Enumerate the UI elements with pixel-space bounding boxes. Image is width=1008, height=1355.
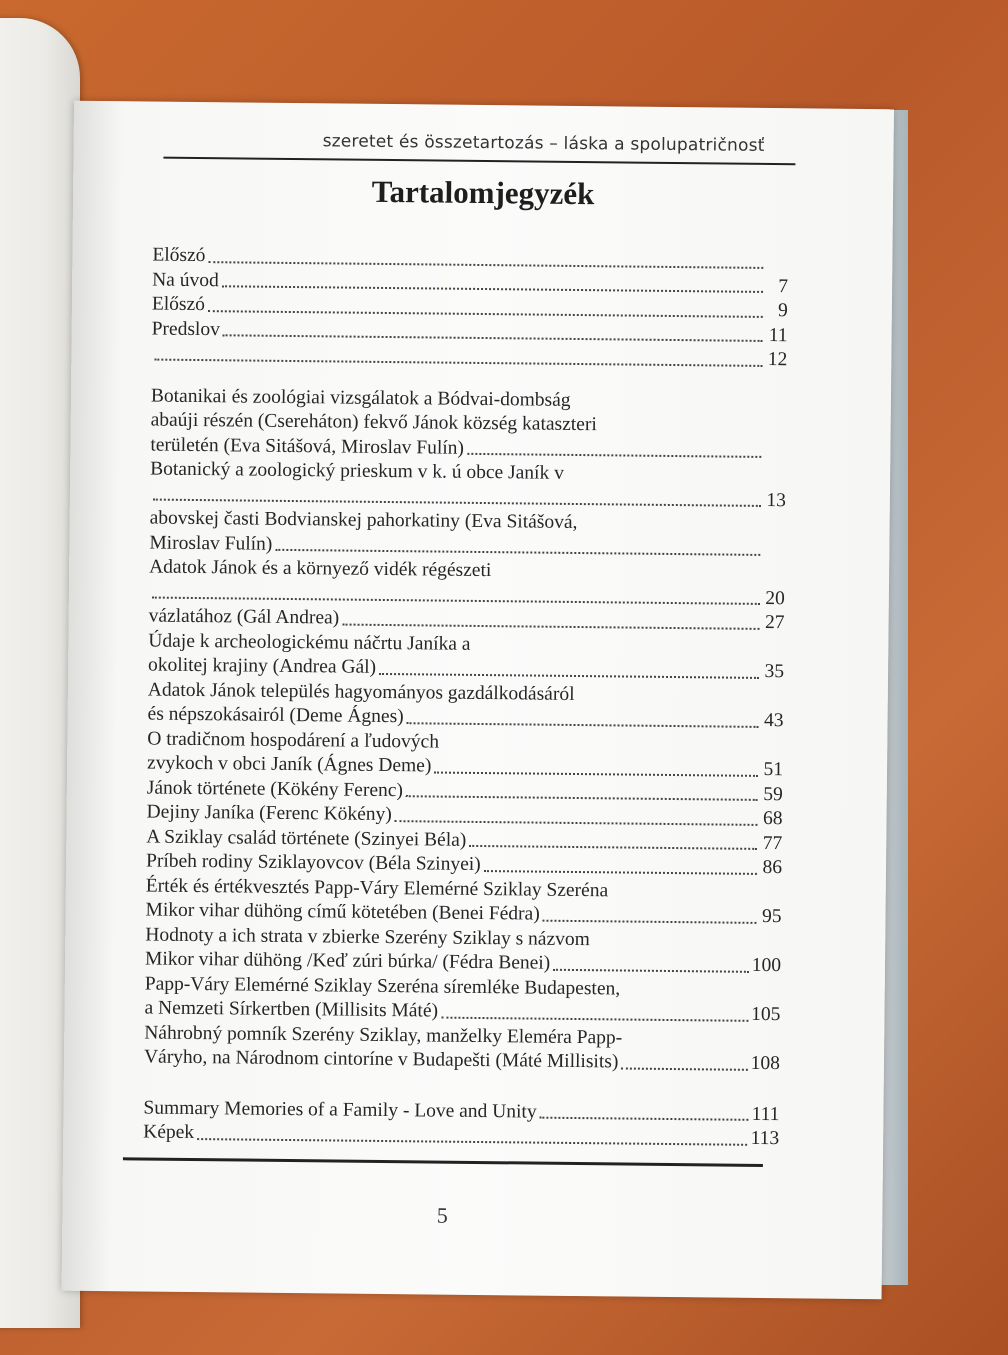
header-rule xyxy=(163,157,795,166)
toc-entry-line: O tradičnom hospodárení a ľudových xyxy=(147,728,440,753)
toc-page-number: 51 xyxy=(763,758,784,781)
toc-page-number: 100 xyxy=(751,954,782,977)
toc-entry-title: Príbeh rodiny Sziklayovcov (Béla Szinyei) xyxy=(145,850,481,876)
page-title: Tartalomjegyzék xyxy=(371,173,595,212)
toc-entry-line: Hodnoty a ich strata v zbierke Szerény Sziklay s názvom xyxy=(145,923,590,950)
toc-entry-title: és népszokásairól (Deme Ágnes) xyxy=(147,703,404,728)
book-page xyxy=(62,101,894,1300)
toc-entry-line: Botanický a zoologický prieskum v k. ú obce Janík v xyxy=(150,458,565,484)
toc-page-number: 108 xyxy=(750,1052,781,1075)
toc-entry-title: Előszó xyxy=(151,293,206,316)
dot-leader xyxy=(441,1016,748,1021)
dot-leader xyxy=(208,261,763,269)
dot-leader xyxy=(342,623,759,629)
toc-entry-title: területén (Eva Sitášová, Miroslav Fulín) xyxy=(150,434,465,459)
toc-entry-title: Miroslav Fulín) xyxy=(149,532,273,555)
dot-leader xyxy=(153,499,761,507)
front-matter-list xyxy=(151,244,788,373)
toc-entry xyxy=(143,1120,779,1151)
toc-page-number: 27 xyxy=(764,611,785,634)
toc-entry-title: Képek xyxy=(143,1121,195,1144)
toc-entry-line: Adatok Jánok település hagyományos gazdálkodásáról xyxy=(147,679,575,705)
toc-entry-title: Mikor vihar dühöng című kötetében (Benei Fédra) xyxy=(145,899,540,925)
toc-page-number: 20 xyxy=(765,587,785,609)
dot-leader xyxy=(540,1117,749,1121)
toc-page-number: 12 xyxy=(767,348,788,371)
running-head: szeretet és összetartozás – láska a spolupatričnosť xyxy=(322,131,765,156)
toc-entry-line: Adatok Jánok és a környező vidék régészeti xyxy=(149,556,492,582)
toc-entry-line: Údaje k archeologickému náčrtu Janíka a xyxy=(148,630,471,655)
dot-leader xyxy=(621,1067,747,1070)
page-number: 5 xyxy=(436,1202,449,1228)
toc-entry-line: abovskej časti Bodvianskej pahorkatiny (Eva Sitášová, xyxy=(149,507,578,534)
toc-entry-title: Dejiny Janíka (Ferenc Kökény) xyxy=(146,801,392,826)
toc-entry-title: zvykoch v obci Janík (Ágnes Deme) xyxy=(146,752,432,777)
table-of-contents xyxy=(143,244,788,1152)
dot-leader xyxy=(223,334,763,342)
toc-page-number: 13 xyxy=(766,489,786,511)
toc-entry-line: Náhrobný pomník Szerény Sziklay, manželky Eleméra Papp- xyxy=(144,1021,623,1048)
toc-page-number: 77 xyxy=(762,832,783,854)
toc-entry-title: Jánok története (Kökény Ferenc) xyxy=(146,777,404,801)
dot-leader xyxy=(222,285,763,293)
toc-page-number: 11 xyxy=(768,324,788,346)
dot-leader xyxy=(467,453,761,458)
chapter-list xyxy=(144,384,787,1077)
toc-page-number: 95 xyxy=(761,905,782,928)
toc-page-number: 9 xyxy=(778,300,788,322)
back-matter-list xyxy=(143,1096,779,1152)
dot-leader xyxy=(406,795,758,801)
toc-entry-line: Papp-Váry Elemérné Sziklay Szeréna síremléke Budapesten, xyxy=(144,972,621,999)
dot-leader xyxy=(469,845,757,850)
toc-page-number: 59 xyxy=(763,783,783,805)
dot-leader xyxy=(208,310,763,318)
dot-leader xyxy=(197,1138,748,1146)
toc-entry-line: Botanikai és zoológiai vizsgálatok a Bódvai-dombság xyxy=(150,385,571,411)
toc-page-number: 43 xyxy=(763,709,784,732)
dot-leader xyxy=(553,968,749,972)
toc-entry-title: Summary Memories of a Family - Love and Unity xyxy=(143,1096,537,1123)
dot-leader xyxy=(154,358,762,366)
toc-entry-title: a Nemzeti Sírkertben (Millisits Máté) xyxy=(144,997,439,1022)
toc-page-number: 35 xyxy=(764,660,785,683)
dot-leader xyxy=(379,672,759,678)
toc-page-number: 68 xyxy=(762,807,783,830)
toc-page-number: 105 xyxy=(751,1003,781,1026)
dot-leader xyxy=(275,549,760,556)
toc-page-number: 113 xyxy=(750,1127,780,1150)
toc-page-number: 86 xyxy=(762,856,783,879)
toc-entry-title: Na úvod xyxy=(152,269,219,291)
dot-leader xyxy=(434,771,758,776)
toc-entry-title: okolitej krajiny (Andrea Gál) xyxy=(148,654,377,678)
toc-page-number: 7 xyxy=(778,275,789,297)
toc-entry-title: Mikor vihar dühöng /Keď zúri búrka/ (Fédra Benei) xyxy=(144,948,551,974)
toc-entry-line: abaúji részén (Csereháton) fekvő Jánok község kataszteri xyxy=(150,409,597,436)
dot-leader xyxy=(543,919,757,923)
toc-entry-title: vázlatához (Gál Andrea) xyxy=(148,605,340,629)
dot-leader xyxy=(395,820,758,826)
toc-entry-title: Predslov xyxy=(151,318,220,340)
dot-leader xyxy=(484,870,757,875)
toc-entry-line: Érték és értékvesztés Papp-Váry Elemérné Sziklay Szeréna xyxy=(145,875,609,901)
toc-page-number: 111 xyxy=(751,1103,780,1125)
footer-rule xyxy=(123,1157,763,1167)
dot-leader xyxy=(407,722,759,728)
dot-leader xyxy=(152,597,760,605)
toc-entry-title: Előszó xyxy=(152,244,206,267)
toc-entry-title: A Sziklay család története (Szinyei Béla) xyxy=(146,826,467,851)
toc-entry-title: Váryho, na Národnom cintoríne v Budapešti (Máté Millisits) xyxy=(143,1046,619,1073)
